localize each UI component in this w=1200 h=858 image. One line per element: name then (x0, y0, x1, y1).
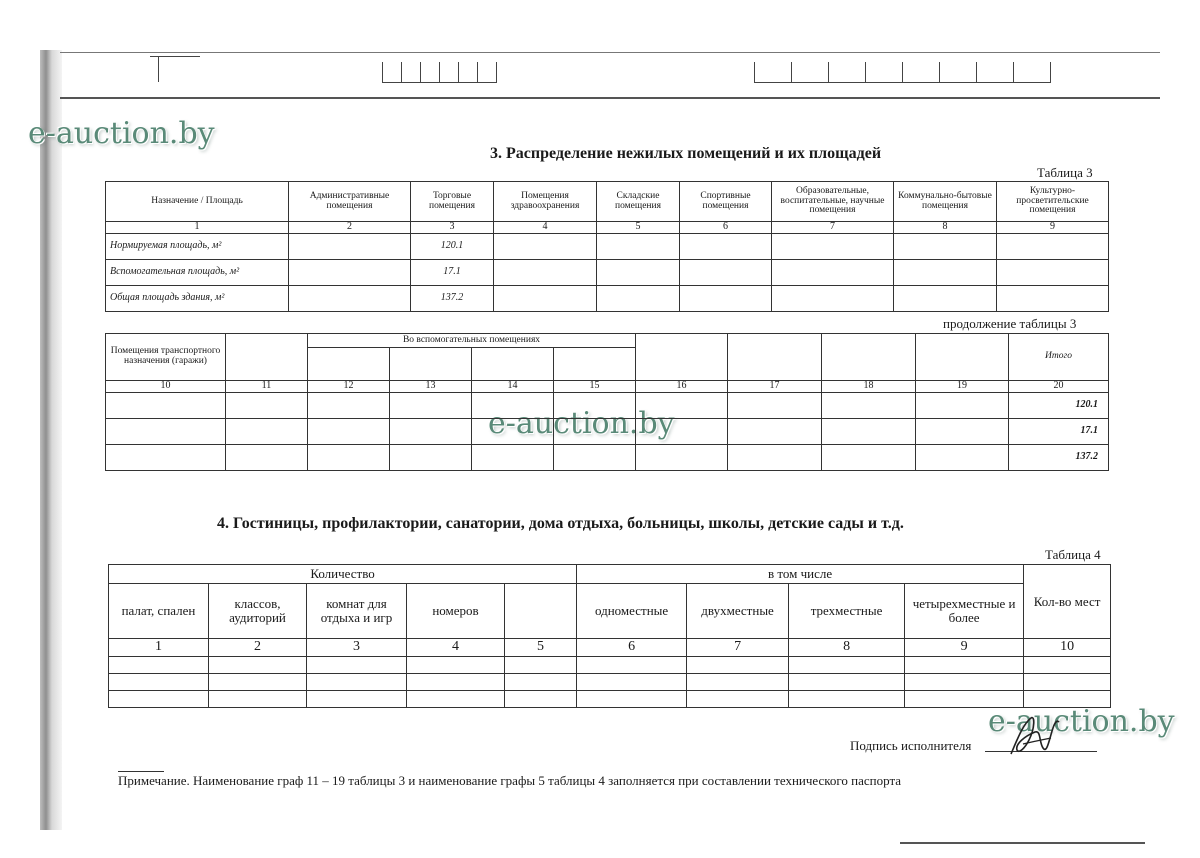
column-number: 5 (597, 222, 680, 234)
table-3-continuation-label: продолжение таблицы 3 (943, 316, 1077, 331)
table-3 (105, 181, 1109, 312)
group-header: в том числе (577, 565, 1024, 584)
header-cell (505, 584, 577, 639)
continuation-header-row (106, 334, 1109, 348)
header-cell: палат, спален (109, 584, 209, 639)
section-4-title: 4. Гостиницы, профилактории, санатории, дома отдыха, больницы, школы, детские сады и т.д. (217, 515, 904, 532)
header-cell: Образовательные, воспитательные, научные помещения (772, 182, 894, 222)
row-label: Нормируемая площадь, м² (106, 233, 289, 259)
header-cell: одноместные (577, 584, 687, 639)
table-row (106, 392, 1109, 418)
top-border-line (60, 52, 1160, 53)
table-4-label: Таблица 4 (1045, 547, 1101, 562)
header-cell: Во вспомогательных помещениях (308, 334, 636, 348)
column-number: 1 (106, 222, 289, 234)
table-row (109, 674, 1111, 691)
column-number: 17 (728, 381, 822, 393)
header-divider-line (60, 97, 1160, 99)
form-boxes-left (383, 62, 497, 83)
column-number: 9 (997, 222, 1109, 234)
column-number: 13 (390, 381, 472, 393)
header-cell: Торговые помещения (411, 182, 494, 222)
table-row (106, 233, 1109, 259)
handwritten-signature (1005, 710, 1065, 760)
table-row (106, 285, 1109, 311)
section-3-title: 3. Распределение нежилых помещений и их площадей (490, 145, 882, 162)
watermark: e-auction.by (988, 704, 1175, 739)
trade-area-value: 17.1 (411, 259, 494, 285)
watermark: e-auction.by (488, 406, 675, 441)
table-4-header-row (109, 584, 1111, 639)
column-number: 2 (209, 639, 307, 657)
column-number: 3 (307, 639, 407, 657)
table-4 (108, 564, 1111, 708)
header-cell: Культурно-просветительские помещения (997, 182, 1109, 222)
bottom-border-line (900, 842, 1145, 844)
table-row (106, 444, 1109, 470)
column-number: 2 (289, 222, 411, 234)
column-number: 19 (916, 381, 1009, 393)
form-boxes-right (755, 62, 1051, 83)
footnote: Примечание. Наименование граф 11 – 19 таблицы 3 и наименование графы 5 таблицы 4 заполняется при составлении технического паспорта (118, 773, 902, 788)
table-row (106, 418, 1109, 444)
table-row (106, 259, 1109, 285)
total-value: 17.1 (1009, 418, 1109, 444)
header-cell: Кол-во мест (1024, 565, 1111, 639)
column-number: 12 (308, 381, 390, 393)
row-label: Вспомогательная площадь, м² (106, 259, 289, 285)
scan-edge-shadow (40, 50, 62, 830)
header-cell: двухместные (687, 584, 789, 639)
column-number: 11 (226, 381, 308, 393)
header-cell: четырехместные и более (905, 584, 1024, 639)
header-cell: Спортивные помещения (680, 182, 772, 222)
column-number: 3 (411, 222, 494, 234)
column-number: 10 (106, 381, 226, 393)
column-number: 1 (109, 639, 209, 657)
total-value: 137.2 (1009, 444, 1109, 470)
header-cell: Назначение / Площадь (106, 182, 289, 222)
signature-label: Подпись исполнителя (850, 738, 972, 753)
header-cell: Складские помещения (597, 182, 680, 222)
column-number: 10 (1024, 639, 1111, 657)
header-cell: Коммунально-бытовые помещения (894, 182, 997, 222)
column-number: 20 (1009, 381, 1109, 393)
table-row (109, 691, 1111, 708)
group-header: Количество (109, 565, 577, 584)
trade-area-value: 137.2 (411, 285, 494, 311)
header-cell: трехместные (789, 584, 905, 639)
row-label: Общая площадь здания, м² (106, 285, 289, 311)
header-cell: Административные помещения (289, 182, 411, 222)
header-cell-total: Итого (1009, 334, 1109, 381)
trade-area-value: 120.1 (411, 233, 494, 259)
header-cell: комнат для отдыха и игр (307, 584, 407, 639)
column-number: 8 (894, 222, 997, 234)
watermark: e-auction.by (28, 116, 215, 151)
column-number: 18 (822, 381, 916, 393)
header-cell: Помещения здравоохранения (494, 182, 597, 222)
total-value: 120.1 (1009, 392, 1109, 418)
column-number: 15 (554, 381, 636, 393)
table-4-number-row (109, 639, 1111, 657)
column-number: 9 (905, 639, 1024, 657)
table-3-number-row (106, 222, 1109, 234)
header-cell: Помещения транспортного назначения (гаражи) (106, 334, 226, 381)
table-3-continuation (105, 333, 1109, 471)
column-number: 4 (494, 222, 597, 234)
header-cell: номеров (407, 584, 505, 639)
table-4-group-row (109, 565, 1111, 584)
column-number: 7 (772, 222, 894, 234)
column-number: 7 (687, 639, 789, 657)
column-number: 6 (577, 639, 687, 657)
column-number: 6 (680, 222, 772, 234)
table-row (109, 657, 1111, 674)
column-number: 16 (636, 381, 728, 393)
corner-mark-stem (158, 56, 159, 82)
column-number: 8 (789, 639, 905, 657)
column-number: 4 (407, 639, 505, 657)
note-divider (118, 771, 164, 772)
table-3-label: Таблица 3 (1037, 165, 1093, 180)
table-3-header-row (106, 182, 1109, 222)
continuation-number-row (106, 381, 1109, 393)
column-number: 14 (472, 381, 554, 393)
column-number: 5 (505, 639, 577, 657)
header-cell: классов, аудиторий (209, 584, 307, 639)
